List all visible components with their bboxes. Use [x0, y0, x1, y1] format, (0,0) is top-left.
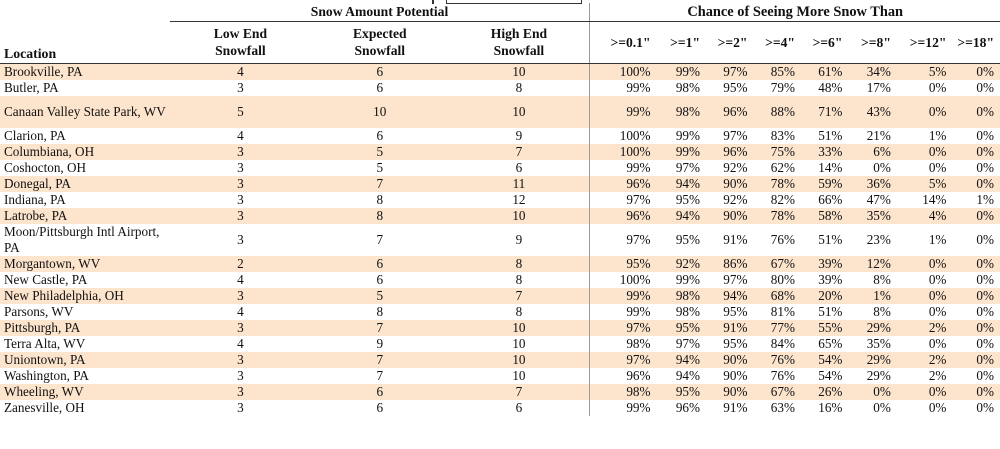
low-end-cell: 3 — [170, 400, 311, 416]
chance-cell: 35% — [846, 336, 894, 352]
chance-cell: 92% — [655, 256, 704, 272]
chance-cell: 0% — [895, 336, 951, 352]
table-row — [0, 144, 1000, 160]
chance-cell: 0% — [950, 96, 1000, 128]
chance-cell: 97% — [704, 63, 751, 80]
chance-cell: 0% — [895, 144, 951, 160]
chance-cell: 8% — [846, 304, 894, 320]
chance-cell: 92% — [704, 160, 751, 176]
chance-cell: 99% — [590, 304, 655, 320]
chance-cell: 98% — [655, 304, 704, 320]
high-end-cell: 10 — [448, 352, 589, 368]
chance-cell: 0% — [950, 336, 1000, 352]
low-end-header-line1: Low End — [213, 26, 268, 42]
table-row — [0, 96, 1000, 128]
location-cell: Brookville, PA — [0, 63, 170, 80]
chance-cell: 84% — [751, 336, 798, 352]
chance-cell: 94% — [655, 208, 704, 224]
chance-cell: 91% — [704, 224, 751, 256]
chance-cell: 95% — [704, 304, 751, 320]
low-end-cell: 4 — [170, 336, 311, 352]
chance-cell: 97% — [655, 160, 704, 176]
chance-cell: 0% — [846, 400, 894, 416]
expected-cell: 8 — [311, 208, 448, 224]
chance-cell: 76% — [751, 224, 798, 256]
chance-cell: 98% — [655, 96, 704, 128]
expected-cell: 6 — [311, 128, 448, 144]
expected-cell: 7 — [311, 320, 448, 336]
chance-cell: 81% — [751, 304, 798, 320]
chance-cell: 88% — [751, 96, 798, 128]
table-row — [0, 368, 1000, 384]
chance-cell: 0% — [895, 304, 951, 320]
table-row — [0, 272, 1000, 288]
chance-cell: 86% — [704, 256, 751, 272]
chance-cell: 12% — [846, 256, 894, 272]
location-cell: Indiana, PA — [0, 192, 170, 208]
chance-cell: 0% — [950, 63, 1000, 80]
chance-cell: 8% — [846, 272, 894, 288]
chance-cell: 48% — [799, 80, 846, 96]
expected-cell: 7 — [311, 176, 448, 192]
chance-cell: 0% — [950, 352, 1000, 368]
chance-cell: 99% — [590, 80, 655, 96]
chance-cell: 1% — [895, 224, 951, 256]
chance-cell: 0% — [950, 80, 1000, 96]
group-header-row — [0, 3, 1000, 22]
chance-cell: 29% — [846, 352, 894, 368]
table-row — [0, 224, 1000, 256]
chance-cell: 33% — [799, 144, 846, 160]
expected-cell: 10 — [311, 96, 448, 128]
chance-cell: 0% — [895, 288, 951, 304]
chance-cell: 76% — [751, 368, 798, 384]
chance-cell: 0% — [846, 384, 894, 400]
high-end-cell: 7 — [448, 288, 589, 304]
expected-header-line2: Snowfall — [354, 43, 406, 59]
chance-cell: 55% — [799, 320, 846, 336]
chance-cell: 97% — [590, 192, 655, 208]
chance-cell: 0% — [950, 176, 1000, 192]
table-row — [0, 63, 1000, 80]
high-end-cell: 8 — [448, 272, 589, 288]
chance-cell: 97% — [590, 352, 655, 368]
expected-cell: 6 — [311, 256, 448, 272]
high-end-cell: 12 — [448, 192, 589, 208]
expected-cell: 8 — [311, 304, 448, 320]
chance-cell: 96% — [590, 176, 655, 192]
table-row — [0, 160, 1000, 176]
threshold-header-0-1: >=0.1" — [590, 22, 655, 64]
chance-cell: 1% — [846, 288, 894, 304]
chance-cell: 97% — [704, 128, 751, 144]
chance-cell: 100% — [590, 144, 655, 160]
chance-cell: 29% — [846, 368, 894, 384]
chance-cell: 96% — [704, 144, 751, 160]
table-row — [0, 336, 1000, 352]
chance-cell: 97% — [704, 272, 751, 288]
chance-cell: 99% — [655, 63, 704, 80]
high-end-cell: 9 — [448, 128, 589, 144]
chance-cell: 71% — [799, 96, 846, 128]
chance-cell: 62% — [751, 160, 798, 176]
chance-cell: 78% — [751, 176, 798, 192]
chance-cell: 100% — [590, 272, 655, 288]
high-end-column-header — [448, 22, 589, 64]
chance-cell: 99% — [590, 96, 655, 128]
chance-cell: 36% — [846, 176, 894, 192]
location-cell: Coshocton, OH — [0, 160, 170, 176]
table-row — [0, 256, 1000, 272]
threshold-header-6: >=6" — [799, 22, 846, 64]
chance-cell: 0% — [895, 384, 951, 400]
high-end-header-line2: Snowfall — [493, 43, 545, 59]
location-cell: New Castle, PA — [0, 272, 170, 288]
chance-cell: 98% — [590, 336, 655, 352]
chance-cell: 90% — [704, 384, 751, 400]
column-header-row — [0, 22, 1000, 64]
low-end-cell: 4 — [170, 304, 311, 320]
expected-cell: 6 — [311, 80, 448, 96]
chance-cell: 90% — [704, 352, 751, 368]
table-body — [0, 63, 1000, 416]
location-cell: Wheeling, WV — [0, 384, 170, 400]
chance-cell: 80% — [751, 272, 798, 288]
chance-cell: 0% — [895, 272, 951, 288]
chance-cell: 92% — [704, 192, 751, 208]
table-row — [0, 304, 1000, 320]
chance-cell: 51% — [799, 304, 846, 320]
low-end-cell: 4 — [170, 128, 311, 144]
chance-cell: 1% — [895, 128, 951, 144]
chance-cell: 95% — [655, 320, 704, 336]
table-header — [0, 3, 1000, 63]
chance-cell: 39% — [799, 256, 846, 272]
chance-cell: 5% — [895, 63, 951, 80]
chance-cell: 95% — [704, 80, 751, 96]
table-row — [0, 384, 1000, 400]
chance-cell: 67% — [751, 384, 798, 400]
table-row — [0, 128, 1000, 144]
chance-cell: 0% — [950, 128, 1000, 144]
location-cell: Moon/Pittsburgh Intl Airport, PA — [0, 224, 170, 256]
chance-cell: 2% — [895, 352, 951, 368]
chance-cell: 99% — [655, 272, 704, 288]
chance-cell: 65% — [799, 336, 846, 352]
chance-cell: 94% — [655, 368, 704, 384]
table-row — [0, 320, 1000, 336]
chance-cell: 95% — [590, 256, 655, 272]
threshold-header-4: >=4" — [751, 22, 798, 64]
expected-cell: 5 — [311, 160, 448, 176]
low-end-cell: 3 — [170, 320, 311, 336]
expected-cell: 5 — [311, 288, 448, 304]
low-end-cell: 3 — [170, 160, 311, 176]
low-end-cell: 3 — [170, 192, 311, 208]
chance-cell: 0% — [895, 400, 951, 416]
chance-cell: 94% — [655, 176, 704, 192]
chance-cell: 0% — [950, 288, 1000, 304]
chance-cell: 5% — [895, 176, 951, 192]
chance-cell: 95% — [655, 384, 704, 400]
chance-cell: 95% — [655, 192, 704, 208]
location-column-header: Location — [0, 22, 170, 64]
chance-cell: 96% — [590, 368, 655, 384]
table-row — [0, 400, 1000, 416]
low-end-cell: 4 — [170, 272, 311, 288]
chance-cell: 99% — [655, 128, 704, 144]
low-end-cell: 3 — [170, 352, 311, 368]
location-cell: Terra Alta, WV — [0, 336, 170, 352]
chance-cell: 67% — [751, 256, 798, 272]
chance-cell: 0% — [846, 160, 894, 176]
high-end-header-line1: High End — [490, 26, 548, 42]
expected-cell: 7 — [311, 368, 448, 384]
chance-cell: 2% — [895, 320, 951, 336]
threshold-header-2: >=2" — [704, 22, 751, 64]
chance-cell: 4% — [895, 208, 951, 224]
chance-cell: 100% — [590, 63, 655, 80]
high-end-cell: 8 — [448, 256, 589, 272]
high-end-cell: 11 — [448, 176, 589, 192]
chance-cell: 83% — [751, 128, 798, 144]
chance-cell: 35% — [846, 208, 894, 224]
chance-cell: 66% — [799, 192, 846, 208]
chance-cell: 97% — [655, 336, 704, 352]
threshold-header-1: >=1" — [655, 22, 704, 64]
low-end-cell: 3 — [170, 208, 311, 224]
high-end-cell: 7 — [448, 144, 589, 160]
chance-cell: 99% — [655, 144, 704, 160]
chance-cell: 75% — [751, 144, 798, 160]
chance-cell: 2% — [895, 368, 951, 384]
chance-cell: 82% — [751, 192, 798, 208]
high-end-cell: 10 — [448, 368, 589, 384]
low-end-column-header — [170, 22, 311, 64]
chance-cell: 96% — [590, 208, 655, 224]
threshold-header-18: >=18" — [950, 22, 1000, 64]
chance-cell: 0% — [950, 272, 1000, 288]
high-end-cell: 8 — [448, 304, 589, 320]
snow-forecast-table — [0, 3, 1000, 416]
low-end-cell: 3 — [170, 384, 311, 400]
low-end-cell: 3 — [170, 144, 311, 160]
chance-cell: 0% — [950, 208, 1000, 224]
high-end-cell: 10 — [448, 63, 589, 80]
expected-cell: 6 — [311, 63, 448, 80]
table-row — [0, 208, 1000, 224]
expected-cell: 6 — [311, 384, 448, 400]
location-cell: Pittsburgh, PA — [0, 320, 170, 336]
chance-cell: 34% — [846, 63, 894, 80]
expected-cell: 8 — [311, 192, 448, 208]
chance-cell: 29% — [846, 320, 894, 336]
location-cell: Clarion, PA — [0, 128, 170, 144]
location-cell: New Philadelphia, OH — [0, 288, 170, 304]
low-end-header-line2: Snowfall — [215, 43, 266, 59]
chance-cell: 26% — [799, 384, 846, 400]
location-cell: Parsons, WV — [0, 304, 170, 320]
location-cell: Zanesville, OH — [0, 400, 170, 416]
chance-cell: 0% — [950, 320, 1000, 336]
expected-cell: 7 — [311, 224, 448, 256]
chance-cell: 0% — [950, 384, 1000, 400]
chance-cell: 100% — [590, 128, 655, 144]
chance-cell: 14% — [895, 192, 951, 208]
chance-cell: 97% — [590, 320, 655, 336]
chance-cell: 96% — [655, 400, 704, 416]
chance-cell: 95% — [655, 224, 704, 256]
chance-cell: 98% — [655, 80, 704, 96]
low-end-cell: 3 — [170, 176, 311, 192]
chance-cell: 54% — [799, 352, 846, 368]
chance-cell: 96% — [704, 96, 751, 128]
chance-cell: 90% — [704, 368, 751, 384]
chance-cell: 43% — [846, 96, 894, 128]
chance-cell: 0% — [895, 160, 951, 176]
expected-cell: 7 — [311, 352, 448, 368]
location-cell: Canaan Valley State Park, WV — [0, 96, 170, 128]
low-end-cell: 3 — [170, 368, 311, 384]
chance-cell: 51% — [799, 128, 846, 144]
expected-cell: 6 — [311, 272, 448, 288]
chance-cell: 0% — [950, 224, 1000, 256]
low-end-cell: 2 — [170, 256, 311, 272]
table-row — [0, 192, 1000, 208]
chance-cell: 21% — [846, 128, 894, 144]
location-cell: Morgantown, WV — [0, 256, 170, 272]
high-end-cell: 10 — [448, 336, 589, 352]
chance-cell: 14% — [799, 160, 846, 176]
chance-cell: 23% — [846, 224, 894, 256]
expected-cell: 5 — [311, 144, 448, 160]
high-end-cell: 8 — [448, 80, 589, 96]
chance-cell: 94% — [655, 352, 704, 368]
chance-cell: 99% — [590, 400, 655, 416]
chance-cell: 85% — [751, 63, 798, 80]
low-end-cell: 5 — [170, 96, 311, 128]
low-end-cell: 4 — [170, 63, 311, 80]
chance-cell: 0% — [950, 144, 1000, 160]
chance-cell: 77% — [751, 320, 798, 336]
chance-of-more-snow-heading: Chance of Seeing More Snow Than — [590, 3, 1000, 22]
chance-cell: 54% — [799, 368, 846, 384]
location-cell: Donegal, PA — [0, 176, 170, 192]
location-cell: Washington, PA — [0, 368, 170, 384]
chance-cell: 0% — [895, 256, 951, 272]
high-end-cell: 10 — [448, 208, 589, 224]
chance-cell: 98% — [590, 384, 655, 400]
chance-cell: 79% — [751, 80, 798, 96]
chance-cell: 17% — [846, 80, 894, 96]
chance-cell: 0% — [895, 96, 951, 128]
high-end-cell: 9 — [448, 224, 589, 256]
expected-header-line1: Expected — [352, 26, 407, 42]
table-row — [0, 288, 1000, 304]
chance-cell: 16% — [799, 400, 846, 416]
low-end-cell: 3 — [170, 288, 311, 304]
snow-amount-potential-heading: Snow Amount Potential — [170, 3, 590, 22]
location-cell: Latrobe, PA — [0, 208, 170, 224]
chance-cell: 0% — [950, 256, 1000, 272]
chance-cell: 63% — [751, 400, 798, 416]
chance-cell: 0% — [895, 80, 951, 96]
expected-column-header — [311, 22, 448, 64]
high-end-cell: 6 — [448, 400, 589, 416]
table-row — [0, 352, 1000, 368]
chance-cell: 6% — [846, 144, 894, 160]
location-cell: Butler, PA — [0, 80, 170, 96]
chance-cell: 99% — [590, 160, 655, 176]
chance-cell: 0% — [950, 160, 1000, 176]
high-end-cell: 10 — [448, 320, 589, 336]
low-end-cell: 3 — [170, 80, 311, 96]
high-end-cell: 10 — [448, 96, 589, 128]
location-cell: Columbiana, OH — [0, 144, 170, 160]
table-row — [0, 80, 1000, 96]
chance-cell: 1% — [950, 192, 1000, 208]
chance-cell: 0% — [950, 368, 1000, 384]
chance-cell: 76% — [751, 352, 798, 368]
chance-cell: 61% — [799, 63, 846, 80]
threshold-header-12: >=12" — [895, 22, 951, 64]
chance-cell: 99% — [590, 288, 655, 304]
chance-cell: 0% — [950, 400, 1000, 416]
chance-cell: 68% — [751, 288, 798, 304]
chance-cell: 78% — [751, 208, 798, 224]
chance-cell: 0% — [950, 304, 1000, 320]
high-end-cell: 6 — [448, 160, 589, 176]
table-row — [0, 176, 1000, 192]
chance-cell: 39% — [799, 272, 846, 288]
chance-cell: 90% — [704, 176, 751, 192]
chance-cell: 20% — [799, 288, 846, 304]
expected-cell: 9 — [311, 336, 448, 352]
chance-cell: 51% — [799, 224, 846, 256]
chance-cell: 98% — [655, 288, 704, 304]
location-cell: Uniontown, PA — [0, 352, 170, 368]
high-end-cell: 7 — [448, 384, 589, 400]
group-spacer — [0, 3, 170, 22]
chance-cell: 94% — [704, 288, 751, 304]
chance-cell: 97% — [590, 224, 655, 256]
chance-cell: 95% — [704, 336, 751, 352]
chance-cell: 58% — [799, 208, 846, 224]
chance-cell: 91% — [704, 400, 751, 416]
expected-cell: 6 — [311, 400, 448, 416]
chance-cell: 47% — [846, 192, 894, 208]
chance-cell: 91% — [704, 320, 751, 336]
threshold-header-8: >=8" — [846, 22, 894, 64]
low-end-cell: 3 — [170, 224, 311, 256]
chance-cell: 90% — [704, 208, 751, 224]
chance-cell: 59% — [799, 176, 846, 192]
